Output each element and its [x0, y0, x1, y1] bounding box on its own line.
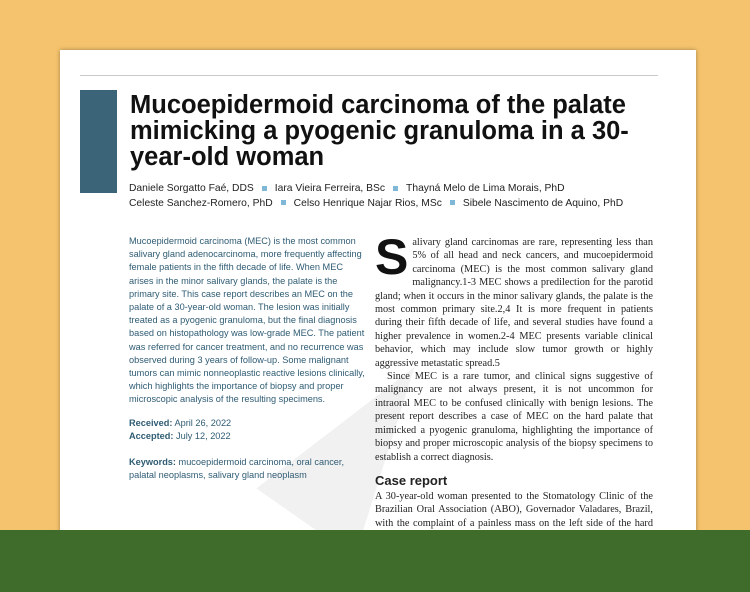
footer-band [0, 530, 750, 592]
author-name: Daniele Sorgatto Faé, DDS [129, 183, 254, 194]
keywords-label: Keywords: [129, 457, 176, 468]
article-title: Mucoepidermoid carcinoma of the palate mimicking a pyogenic granuloma in a 30-year-old woman [130, 91, 629, 171]
author-name: Celso Henrique Najar Rios, MSc [293, 197, 442, 209]
author-name: Sibele Nascimento de Aquino, PhD [462, 197, 624, 209]
abstract-text: Mucoepidermoid carcinoma (MEC) is the most common salivary gland adenocarcinoma, more frequently affecting female patients in the fifth decade of life. When MEC arises in the minor salivary glands, the palate is the primary site. This case report describes an MEC on the palate of a 30-year-old woman. The lesion was initially treated as a pyogenic granuloma, but the final diagnosis based on histopathology was low-grade MEC. The patient was referred for cancer treatment, and no recurrence was observed during 3 years of follow-up. Some malignant tumors can mimic nonneoplastic reactive lesions clinically, which highlights the importance of biopsy and proper microscopic analysis of the resulting specimens. [129, 236, 365, 405]
abstract-column [129, 235, 365, 482]
article-page [60, 50, 696, 550]
section-heading: Case report [375, 472, 448, 488]
author-line-2 [129, 197, 669, 212]
intro-paragraph [375, 229, 653, 370]
author-name: Celeste Sanchez-Romero, PhD [129, 197, 273, 209]
separator-square-icon [262, 186, 267, 191]
accepted-label: Accepted: [129, 430, 174, 441]
body-paragraph: Since MEC is a rare tumor, and clinical signs suggestive of malignancy are not always present, it is not uncommon for intraoral MEC to be confused clinically with benign lesions. The present report describes a case of MEC on the hard palate that mimicked a pyogenic granuloma, highlighting the importance of biopsy and proper microscopic analysis of the biopsy specimens to establish a correct diagnosis. [375, 371, 653, 463]
received-date: April 26, 2022 [174, 417, 232, 428]
author-name: Iara Vieira Ferreira, BSc [274, 183, 386, 194]
drop-cap: S [375, 229, 409, 285]
keywords-text: mucoepidermoid carcinoma, oral cancer, palatal neoplasms, salivary gland neoplasm [129, 457, 344, 481]
separator-square-icon [450, 200, 455, 205]
separator-square-icon [393, 186, 398, 191]
intro-text: alivary gland carcinomas are rare, representing less than 5% of all head and neck cancers, and mucoepidermoid carcinoma (MEC) is the most common salivary gland malignancy.1-3 MEC shows a predilection for the parotid gland; when it occurs in the minor salivary glands, the palate is the most common primary site.2,4 It is more frequent in patients during their fifth decade of life, and several studies have found a higher prevalence in women.2-4 MEC presents variable clinical behavior, which may include slow tumor growth or highly aggressive metastatic spread.5 [375, 237, 653, 369]
body-column [375, 229, 653, 544]
author-name: Thayná Melo de Lima Morais, PhD [406, 183, 565, 194]
case-paragraph: A 30-year-old woman presented to the Stomatology Clinic of the Brazilian Oral Association (ABO), Governador Valadares, Brazil, with the complaint of a painless mass on the left side of the hard [375, 490, 653, 529]
accepted-date: July 12, 2022 [175, 430, 231, 441]
keywords [129, 456, 365, 482]
received-label: Received: [129, 417, 173, 428]
separator-square-icon [281, 200, 286, 205]
title-accent-bar [80, 90, 117, 193]
header-rule [80, 75, 658, 76]
author-line-1 [129, 182, 669, 197]
article-dates [129, 417, 365, 443]
author-list [129, 182, 669, 211]
